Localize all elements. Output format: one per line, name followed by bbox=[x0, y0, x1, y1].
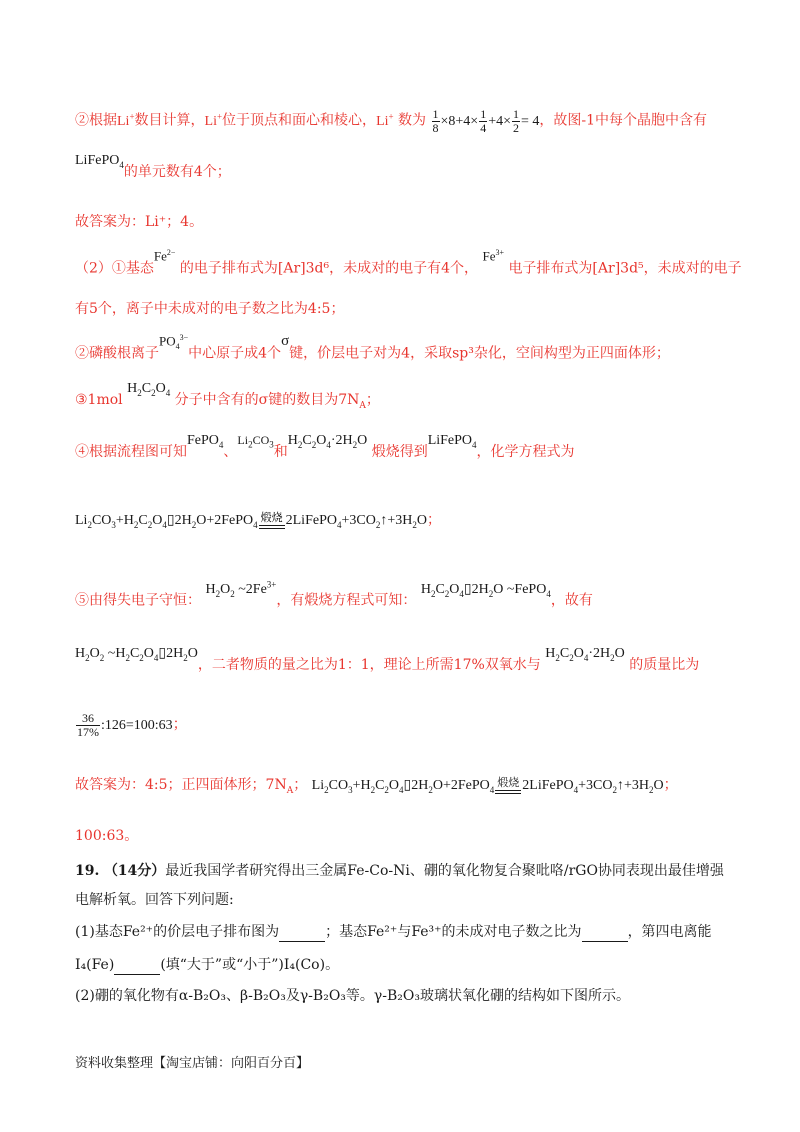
text: 分子中含有的σ键的数目为7N bbox=[174, 392, 360, 408]
text: (1)基态Fe²⁺的价层电子排布图为 bbox=[75, 924, 280, 940]
formula-oxalic-dihydrate: $H_2C_2O_4\cdot 2H_2O$ bbox=[545, 646, 625, 663]
question-19-intro bbox=[75, 861, 724, 881]
question-19-part-1 bbox=[75, 922, 712, 942]
answer-final-ratio bbox=[75, 826, 138, 846]
text: ； bbox=[172, 716, 187, 733]
text: ； bbox=[663, 777, 678, 793]
fraction-one-quarter: $\frac{1}{4}$ bbox=[480, 106, 487, 135]
li-ion: Li+ bbox=[204, 111, 223, 129]
chemical-equation-calcination: $Li_2CO_3+H_2C_2O_4▯2H_2O+2FePO_4$ bbox=[311, 778, 495, 795]
text: ⑤由得失电子守恒： bbox=[75, 592, 201, 609]
text: （2）①基态 bbox=[75, 260, 154, 277]
text: 数为 bbox=[398, 112, 427, 129]
sigma-symbol: σ bbox=[281, 333, 290, 350]
text: ②根据 bbox=[75, 112, 117, 129]
answer-blank-2[interactable] bbox=[582, 927, 628, 942]
answer-line-flowchart bbox=[75, 433, 575, 467]
question-number: 19. bbox=[75, 863, 100, 879]
text: ，有煅烧方程式可知： bbox=[276, 592, 417, 609]
text: 故答案为：4:5；正四面体形；7N bbox=[75, 777, 287, 793]
text: 键，价层电子对为4，采取sp³杂化，空间构型为正四面体形； bbox=[289, 345, 670, 362]
text: ，故有 bbox=[550, 592, 593, 609]
fe2-ion: $Fe^{2-}$ bbox=[153, 248, 176, 264]
relation-h2o2-fe3: $H_2O_2$ $\sim 2Fe^{3+}$ bbox=[205, 579, 277, 599]
answer-line-sigma-bonds: ③1mol $H_2C_2O_4$ 分子中含有的σ键的数目为$7N_A$； bbox=[75, 381, 380, 411]
answer-line-unit-count bbox=[75, 153, 231, 187]
text: ； bbox=[365, 392, 380, 408]
text: 100:63。 bbox=[75, 828, 139, 844]
text: 电子排布式为[Ar]3d⁵，未成对的电子 bbox=[508, 260, 742, 277]
equation-reactants: $Li_2CO_3+H_2C_2O_4▯2H_2O+2FePO_4$ bbox=[75, 513, 258, 530]
answer-line-fe-config bbox=[75, 248, 742, 278]
phosphate-ion: $PO_4^{3-}$ bbox=[159, 333, 189, 351]
text: 和 bbox=[273, 444, 288, 460]
reaction-condition: 煅烧 bbox=[495, 777, 521, 794]
relation-h2o2-oxalic: $H_2O_2$ $\sim H_2C_2O_4▯2H_2O$ bbox=[75, 646, 198, 663]
li-ion: Li+ bbox=[376, 111, 394, 129]
equation-products: $2LiFePO_4+3CO_2↑+3H_2O$ bbox=[285, 513, 427, 530]
text: ，二者物质的量之比为1：1，理论上所需17%双氧水与 bbox=[197, 657, 541, 673]
question-19-part-2 bbox=[75, 986, 630, 1006]
text: 位于顶点和面心和棱心， bbox=[222, 112, 377, 129]
fraction-36-over-17pct: $\frac{36}{17\%}$ bbox=[77, 711, 99, 739]
question-text: 最近我国学者研究得出三金属Fe-Co-Ni、硼的氧化物复合聚吡咯/rGO协同表现出最佳增强 bbox=[165, 863, 724, 879]
question-19-part-1-cont bbox=[75, 955, 339, 975]
formula-fepo4: FePO$_4$ bbox=[187, 433, 224, 450]
text: ，化学方程式为 bbox=[476, 444, 575, 460]
question-19-intro-cont bbox=[75, 890, 234, 910]
text: 的质量比为 bbox=[629, 657, 700, 673]
li-ion: Li+ bbox=[117, 111, 135, 129]
page-footer: 资料收集整理【淘宝店铺：向阳百分百】 bbox=[75, 1056, 310, 1071]
text: ②磷酸根离子 bbox=[75, 345, 159, 362]
question-text: 电解析氧。回答下列问题: bbox=[75, 892, 234, 908]
answer-line-mass-calc bbox=[75, 712, 187, 739]
answer-summary-1 bbox=[75, 212, 203, 232]
formula-li2co3: $Li_2CO_3$ bbox=[237, 433, 274, 450]
formula-lifepo4: LiFePO$_4$ bbox=[75, 153, 124, 170]
text: 有5个，离子中未成对的电子数之比为4:5； bbox=[75, 301, 345, 317]
answer-line-electron-conservation bbox=[75, 579, 593, 615]
text: ④根据流程图可知 bbox=[75, 444, 187, 460]
text: 煅烧得到 bbox=[371, 444, 428, 460]
answer-line-li-count bbox=[75, 106, 707, 135]
text: 故答案为：Li⁺；4。 bbox=[75, 214, 204, 230]
fraction-one-eighth: $\frac{1}{8}$ bbox=[432, 106, 439, 135]
li-count-expression: $\frac{1}{8}$ ×8+4× $\frac{1}{4}$ +4× $\frac{1}{2}$ = 4 bbox=[432, 106, 540, 135]
formula-oxalic-dihydrate: $H_2C_2O_4\cdot 2H_2O$ bbox=[287, 433, 368, 450]
formula-oxalic-acid: $H_2C_2O_4$ bbox=[127, 381, 171, 398]
fraction-one-half: $\frac{1}{2}$ bbox=[512, 106, 519, 135]
text: 的单元数有4个； bbox=[123, 164, 231, 180]
text: ③1mol bbox=[75, 392, 123, 408]
text: ，第四电离能 bbox=[627, 924, 712, 940]
text: 中心原子成4个 bbox=[188, 345, 282, 362]
relation-oxalic-fepo4: $H_2C_2O_4▯2H_2O$ ~FePO$_4$ bbox=[420, 581, 551, 599]
text: 的电子排布式为[Ar]3d⁶，未成对的电子有4个， bbox=[179, 260, 479, 277]
answer-blank-3[interactable] bbox=[114, 960, 160, 975]
equation-products: $2LiFePO_4+3CO_2↑+3H_2O$ bbox=[522, 778, 664, 795]
answer-blank-1[interactable] bbox=[279, 927, 325, 942]
text: ；基态Fe²⁺与Fe³⁺的未成对电子数之比为 bbox=[325, 924, 582, 940]
reaction-condition: 煅烧 bbox=[259, 512, 285, 529]
chemical-equation-calcination: $Li_2CO_3+H_2C_2O_4▯2H_2O+2FePO_4$ 煅烧 $2LiFePO_4+3CO_2↑+3H_2O$； bbox=[75, 510, 441, 530]
text: 、 bbox=[223, 444, 238, 460]
answer-line-mass-ratio bbox=[75, 646, 700, 680]
formula-lifepo4: LiFePO$_4$ bbox=[427, 433, 477, 450]
answer-line-phosphate bbox=[75, 333, 670, 369]
mass-ratio-expression: $\frac{36}{17\%}$ :126=100:63 bbox=[77, 711, 173, 739]
fe3-ion: $Fe^{3+}$ bbox=[482, 248, 504, 264]
answer-summary-2: 故答案为：4:5；正四面体形；$7N_A$； $Li_2CO_3+H_2C_2O_4▯2H_2O+2FePO_4$ 煅烧 $2LiFePO_4+3CO_2↑+3H_2O$； bbox=[75, 775, 678, 796]
text: I₄(Fe) bbox=[75, 957, 115, 973]
text: ，故图-1中每个晶胞中含有 bbox=[539, 112, 708, 129]
text: (填“大于”或“小于”)I₄(Co)。 bbox=[160, 957, 340, 973]
text: 数目计算， bbox=[134, 112, 205, 129]
text: (2)硼的氧化物有α-B₂O₃、β-B₂O₃及γ-B₂O₃等。γ-B₂O₃玻璃状氧化硼的结构如下图所示。 bbox=[75, 988, 630, 1004]
question-score: （14分） bbox=[103, 863, 166, 879]
answer-line-ratio bbox=[75, 299, 344, 319]
